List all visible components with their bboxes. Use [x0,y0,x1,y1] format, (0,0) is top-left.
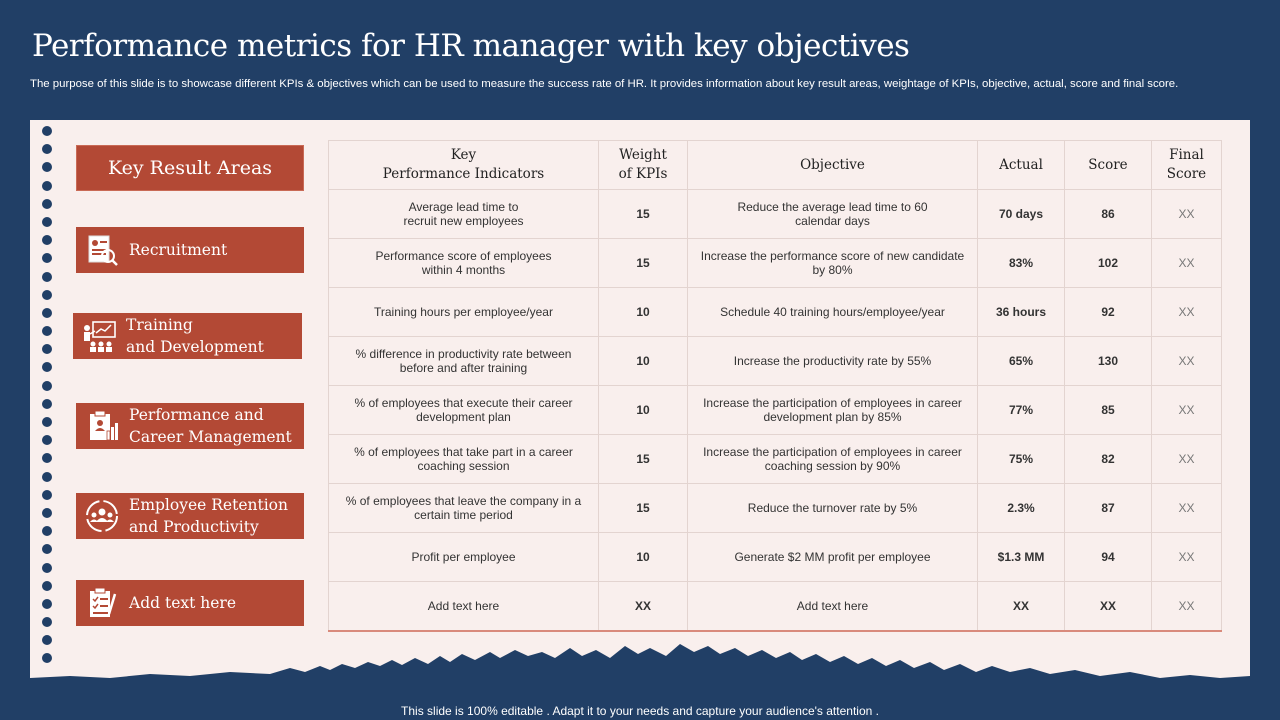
table-row [329,484,1222,533]
spiral-holes [42,126,52,672]
final-score-cell: XX [1152,435,1222,484]
final-score-cell: XX [1152,386,1222,435]
spiral-hole [42,344,52,354]
kra-item-training [73,313,302,359]
actual-cell: 2.3% [978,484,1065,533]
kra-item-label: Performance and Career Management [129,406,292,446]
weight-cell: 10 [599,386,688,435]
presentation-icon [78,315,120,357]
kpi-cell: % of employees that leave the company in a certain time period [329,484,599,533]
score-cell: 102 [1065,239,1152,288]
actual-cell: XX [978,582,1065,632]
actual-cell: 36 hours [978,288,1065,337]
table-row [329,386,1222,435]
spiral-hole [42,272,52,282]
header-kpi: Key Performance Indicators [329,141,599,190]
final-score-cell: XX [1152,582,1222,632]
spiral-hole [42,235,52,245]
actual-cell: 83% [978,239,1065,288]
final-score-cell: XX [1152,190,1222,239]
objective-cell: Add text here [688,582,978,632]
objective-cell: Reduce the average lead time to 60 calendar days [688,190,978,239]
header-weight: Weight of KPIs [599,141,688,190]
kpi-table-body [329,190,1222,632]
actual-cell: 70 days [978,190,1065,239]
spiral-hole [42,526,52,536]
actual-cell: 65% [978,337,1065,386]
team-cycle-icon [81,495,123,537]
kpi-cell: Profit per employee [329,533,599,582]
spiral-hole [42,199,52,209]
spiral-hole [42,472,52,482]
final-score-cell: XX [1152,239,1222,288]
table-row [329,288,1222,337]
objective-cell: Increase the productivity rate by 55% [688,337,978,386]
table-row [329,582,1222,632]
objective-cell: Increase the performance score of new candidate by 80% [688,239,978,288]
spiral-hole [42,126,52,136]
table-header-row [329,141,1222,190]
actual-cell: 75% [978,435,1065,484]
score-cell: 86 [1065,190,1152,239]
kpi-cell: Add text here [329,582,599,632]
spiral-hole [42,435,52,445]
spiral-hole [42,381,52,391]
torn-edge [30,638,1250,682]
header-score: Score [1065,141,1152,190]
score-cell: 130 [1065,337,1152,386]
kra-item-label: Training and Development [126,316,264,356]
spiral-hole [42,308,52,318]
spiral-hole [42,253,52,263]
spiral-hole [42,453,52,463]
kra-item-recruitment [76,227,304,273]
spiral-hole [42,217,52,227]
spiral-hole [42,617,52,627]
kra-item-label: Recruitment [129,241,228,259]
kra-item-label: Add text here [129,594,237,612]
kra-item-retention [76,493,304,539]
kra-item-label: Employee Retention and Productivity [129,496,288,536]
weight-cell: 15 [599,190,688,239]
header-objective: Objective [688,141,978,190]
header-final-score: Final Score [1152,141,1222,190]
kpi-cell: Performance score of employees within 4 months [329,239,599,288]
weight-cell: 15 [599,484,688,533]
weight-cell: 10 [599,288,688,337]
spiral-hole [42,563,52,573]
kra-item-add-text [76,580,304,626]
key-result-areas-header: Key Result Areas [76,145,304,191]
spiral-hole [42,581,52,591]
kpi-cell: % of employees that execute their career development plan [329,386,599,435]
weight-cell: 10 [599,337,688,386]
objective-cell: Schedule 40 training hours/employee/year [688,288,978,337]
actual-cell: 77% [978,386,1065,435]
table-row [329,337,1222,386]
objective-cell: Generate $2 MM profit per employee [688,533,978,582]
final-score-cell: XX [1152,288,1222,337]
score-cell: 82 [1065,435,1152,484]
table-row [329,239,1222,288]
weight-cell: 10 [599,533,688,582]
resume-icon [81,229,123,271]
slide-subtitle: The purpose of this slide is to showcase different KPIs & objectives which can be used to measure the success rate of HR. It provides information about key result areas, weightage of KPIs, objective, actual, score and final score. [30,78,1179,90]
slide-title: Performance metrics for HR manager with key objectives [32,28,910,64]
spiral-hole [42,181,52,191]
score-cell: XX [1065,582,1152,632]
spiral-hole [42,417,52,427]
score-cell: 94 [1065,533,1152,582]
final-score-cell: XX [1152,484,1222,533]
weight-cell: 15 [599,435,688,484]
actual-cell: $1.3 MM [978,533,1065,582]
kra-item-performance [76,403,304,449]
spiral-hole [42,144,52,154]
final-score-cell: XX [1152,337,1222,386]
score-cell: 87 [1065,484,1152,533]
notepad-paper [30,120,1250,682]
table-row [329,190,1222,239]
spiral-hole [42,162,52,172]
spiral-hole [42,490,52,500]
kpi-table [328,140,1222,632]
checklist-icon [81,582,123,624]
weight-cell: 15 [599,239,688,288]
spiral-hole [42,290,52,300]
table-row [329,533,1222,582]
slide-footer: This slide is 100% editable . Adapt it to your needs and capture your audience's attention . [401,704,879,718]
kpi-cell: Average lead time to recruit new employees [329,190,599,239]
spiral-hole [42,362,52,372]
final-score-cell: XX [1152,533,1222,582]
score-cell: 92 [1065,288,1152,337]
kpi-cell: % difference in productivity rate between before and after training [329,337,599,386]
spiral-hole [42,399,52,409]
spiral-hole [42,599,52,609]
spiral-hole [42,326,52,336]
objective-cell: Increase the participation of employees in career development plan by 85% [688,386,978,435]
weight-cell: XX [599,582,688,632]
table-row [329,435,1222,484]
objective-cell: Reduce the turnover rate by 5% [688,484,978,533]
spiral-hole [42,544,52,554]
header-actual: Actual [978,141,1065,190]
kpi-cell: % of employees that take part in a career coaching session [329,435,599,484]
score-cell: 85 [1065,386,1152,435]
spiral-hole [42,508,52,518]
objective-cell: Increase the participation of employees in career coaching session by 90% [688,435,978,484]
kpi-cell: Training hours per employee/year [329,288,599,337]
performance-report-icon [81,405,123,447]
